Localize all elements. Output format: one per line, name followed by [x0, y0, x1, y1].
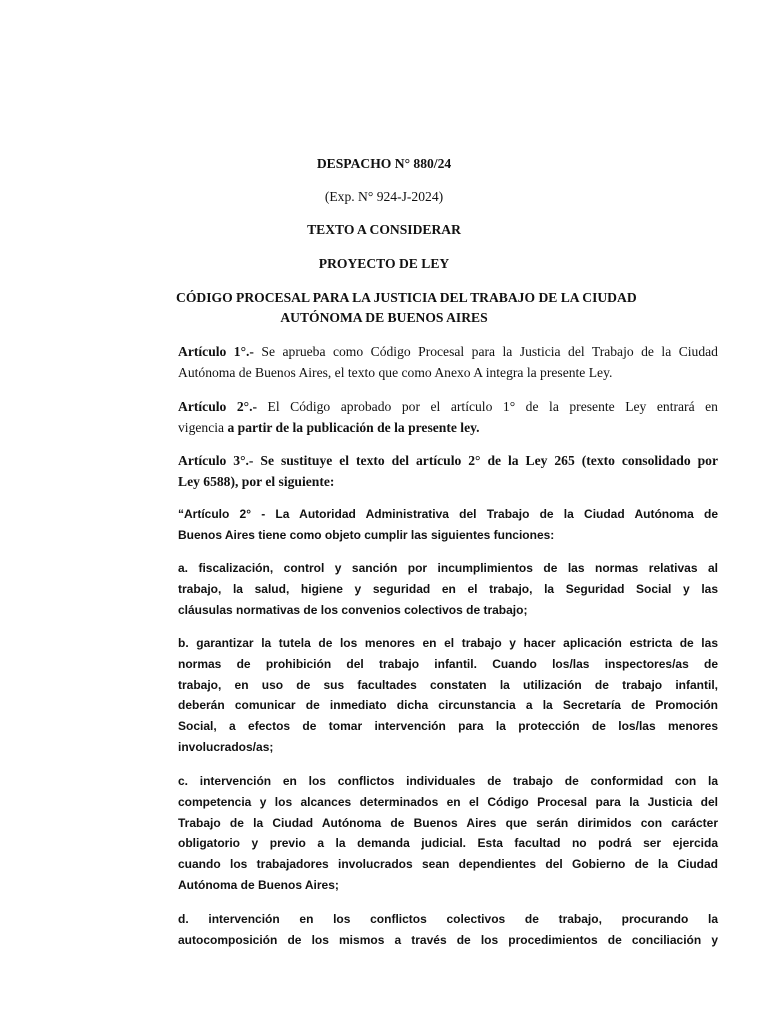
item-b-line-5: Social, a efectos de tomar intervención para la protección de los/las menores [178, 719, 718, 734]
item-d [178, 909, 718, 951]
item-a-line-1: a. fiscalización, control y sanción por incumplimientos de las normas relativas al [178, 561, 718, 575]
item-a-line-3: cláusulas normativas de los convenios colectivos de trabajo; [178, 602, 528, 617]
article-3-line-1 [178, 450, 718, 471]
item-b-line-6: involucrados/as; [178, 739, 274, 754]
item-a-line-2: trabajo, la salud, higiene y seguridad en el trabajo, la Seguridad Social y las [178, 581, 718, 596]
article-1-label: Artículo 1°.- [178, 344, 254, 359]
item-c-line-4: obligatorio y previo a la demanda judicial. Esta facultad no podrá ser ejercida [178, 836, 718, 851]
despacho-number: DESPACHO N° 880/24 [316, 156, 452, 171]
article-1-text-1: Se aprueba como Código Procesal para la Justicia del Trabajo de la Ciudad [253, 344, 718, 359]
item-d-line-2: autocomposición de los mismos a través de los procedimientos de conciliación y [178, 932, 718, 947]
item-d-line-1: d. intervención en los conflictos colectivos de trabajo, procurando la [178, 912, 718, 926]
article-2-text-2: vigencia [178, 420, 228, 435]
article-2-text-1: El Código aprobado por el artículo 1° de la presente Ley entrará en [257, 399, 718, 414]
article-3-text-1: Se sustituye el texto del artículo 2° de la Ley 265 (texto consolidado por [253, 453, 718, 468]
article-3-line-2: Ley 6588), por el siguiente: [178, 474, 335, 489]
item-b-line-1: b. garantizar la tutela de los menores en el trabajo y hacer aplicación estricta de las [178, 636, 718, 650]
article-3 [178, 450, 718, 492]
item-b [178, 633, 718, 758]
article-1 [178, 341, 718, 383]
item-c-line-1: c. intervención en los conflictos individuales de trabajo de conformidad con la [178, 774, 718, 788]
article-2-line-2 [178, 417, 718, 438]
item-c-line-3: Trabajo de la Ciudad Autónoma de Buenos Aires que serán dirimidos con carácter [178, 815, 718, 830]
proyecto-de-ley: PROYECTO DE LEY [318, 256, 450, 271]
quoted-article-line-1: “Artículo 2° - La Autoridad Administrativa del Trabajo de la Ciudad Autónoma de [178, 507, 718, 521]
document-title-line-1: CÓDIGO PROCESAL PARA LA JUSTICIA DEL TRABAJO DE LA CIUDAD [176, 290, 637, 305]
item-c [178, 771, 718, 896]
texto-a-considerar: TEXTO A CONSIDERAR [307, 222, 461, 237]
item-b-line-3: trabajo, en uso de sus facultades constaten la utilización de trabajo infantil, [178, 677, 718, 692]
item-a [178, 558, 718, 620]
article-3-label: Artículo 3°.- [178, 453, 254, 468]
item-c-line-6: Autónoma de Buenos Aires; [178, 877, 339, 892]
article-2 [178, 396, 718, 438]
article-2-bold-text: a partir de la publicación de la presente ley. [227, 420, 480, 435]
expediente-number: (Exp. N° 924-J-2024) [324, 189, 444, 204]
article-2-line-1 [178, 396, 718, 417]
item-c-line-5: cuando los trabajadores involucrados sean dependientes del Gobierno de la Ciudad [178, 857, 718, 872]
article-2-label: Artículo 2°.- [178, 399, 258, 414]
quoted-article-line-2: Buenos Aires tiene como objeto cumplir las siguientes funciones: [178, 527, 555, 542]
article-1-line-2: Autónoma de Buenos Aires, el texto que como Anexo A integra la presente Ley. [178, 365, 613, 380]
item-b-line-2: normas de prohibición del trabajo infantil. Cuando los/las inspectores/as de [178, 656, 718, 671]
document-title [176, 288, 637, 328]
article-1-line-1 [178, 341, 718, 362]
quoted-article-2 [178, 504, 718, 546]
document-title-line-2: AUTÓNOMA DE BUENOS AIRES [280, 310, 488, 325]
item-c-line-2: competencia y los alcances determinados en el Código Procesal para la Justicia del [178, 794, 718, 809]
item-b-line-4: deberán comunicar de inmediato dicha circunstancia a la Secretaría de Promoción [178, 698, 718, 713]
